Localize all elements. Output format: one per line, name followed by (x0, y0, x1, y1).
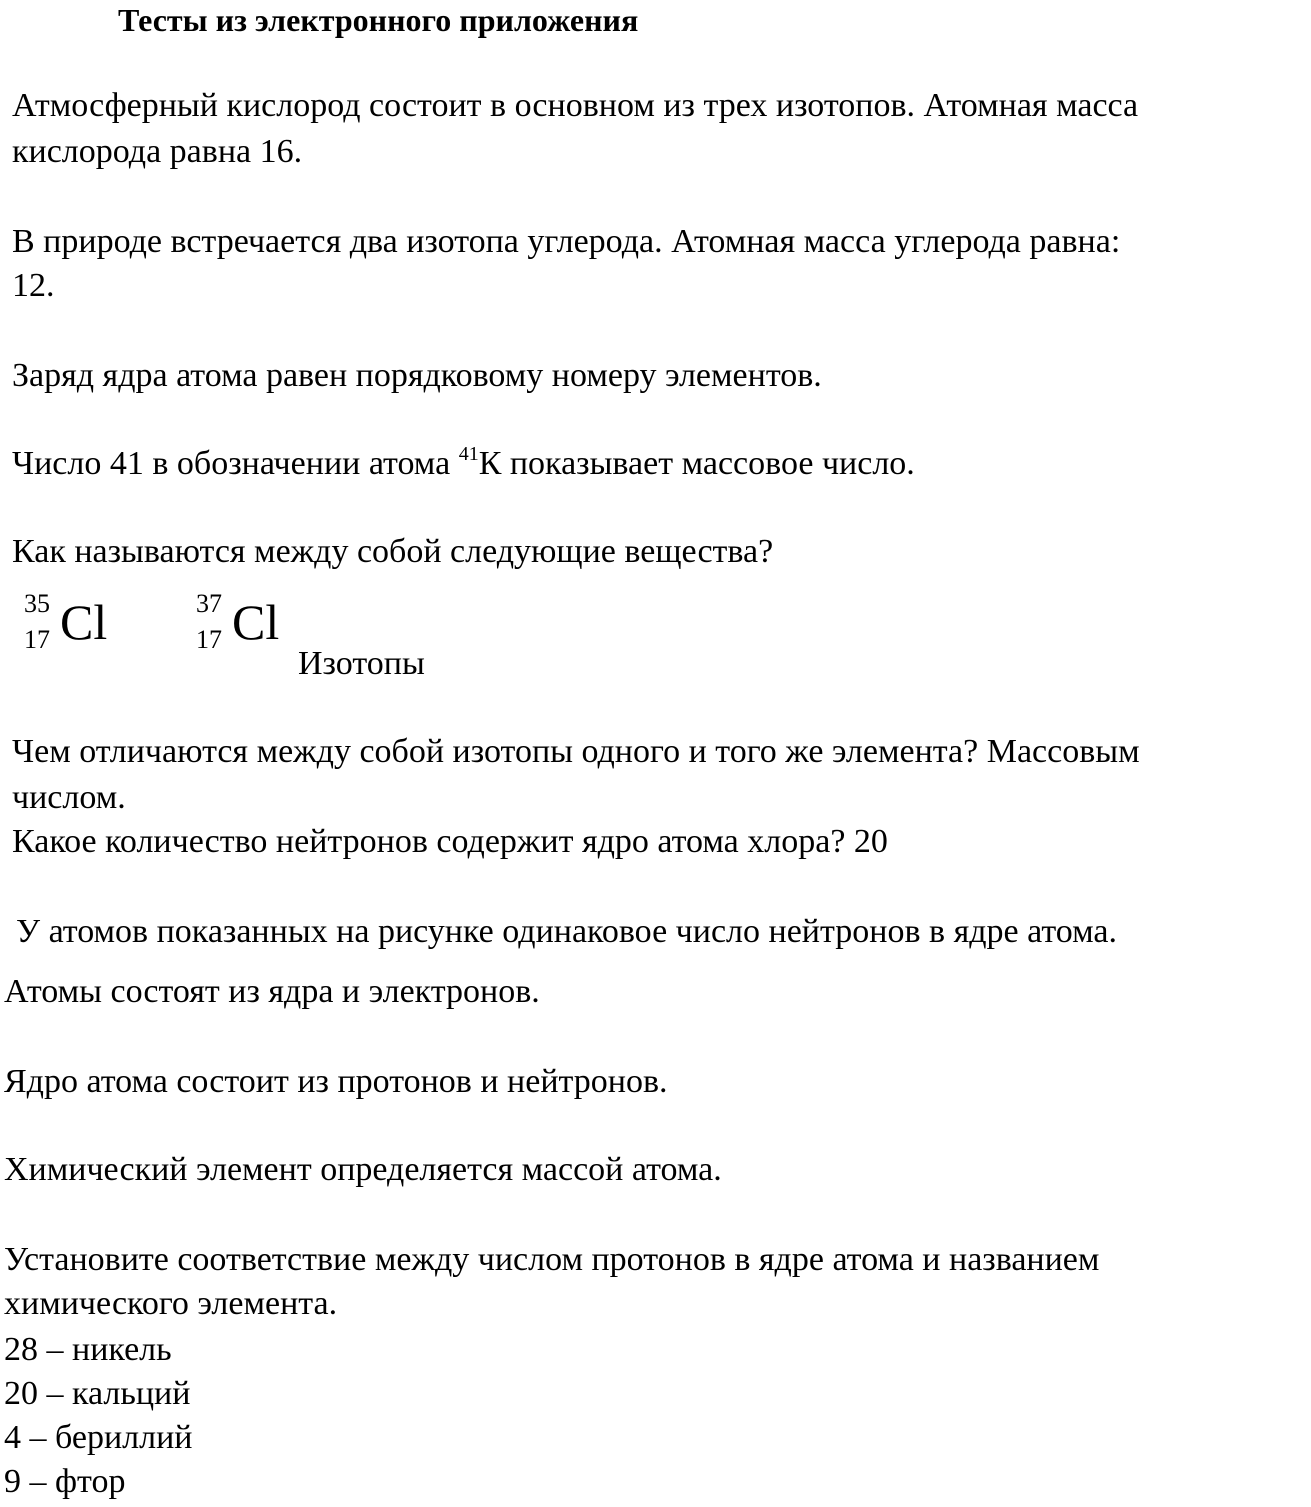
nuclide-atomic-number: 17 (24, 625, 50, 654)
q4-text-after: К показывает массовое число. (478, 445, 915, 482)
nuclide-symbol: Cl (232, 594, 280, 650)
match-item: 28 – никель (4, 1331, 172, 1368)
q5-answer: Изотопы (298, 645, 425, 682)
nuclide-atomic-number: 17 (196, 625, 222, 654)
nuclide-mass-number: 37 (196, 589, 222, 618)
nuclide-mass-number: 35 (24, 589, 50, 618)
q1-line2: кислорода равна 16. (12, 133, 303, 170)
q6-line2: числом. (12, 779, 126, 816)
q3-line1: Заряд ядра атома равен порядковому номеру элементов. (12, 357, 822, 394)
page-title: Тесты из электронного приложения (118, 2, 639, 38)
nuclide-chlorine-37 (196, 589, 306, 664)
q8-line1: У атомов показанных на рисунке одинаковое число нейтронов в ядре атома. (16, 913, 1117, 950)
nuclide-chlorine-35 (24, 589, 134, 664)
match-item: 9 – фтор (4, 1463, 126, 1500)
q4-line (12, 444, 915, 484)
q12-line2: химического элемента. (4, 1285, 338, 1322)
q4-text-before: Число 41 в обозначении атома (12, 445, 459, 482)
q5-question: Как называются между собой следующие вещества? (12, 533, 774, 570)
q2-line1: В природе встречается два изотопа углерода. Атомная масса углерода равна: (12, 223, 1121, 260)
q12-line1: Установите соответствие между числом протонов в ядре атома и названием (4, 1241, 1100, 1278)
nuclide-symbol: Cl (60, 594, 108, 650)
q9-line1: Атомы состоят из ядра и электронов. (4, 973, 540, 1010)
q11-line1: Химический элемент определяется массой атома. (4, 1151, 722, 1188)
q10-line1: Ядро атома состоит из протонов и нейтронов. (4, 1063, 668, 1100)
q4-superscript: 41 (458, 443, 479, 465)
q6-line1: Чем отличаются между собой изотопы одного и того же элемента? Массовым (12, 733, 1140, 770)
match-item: 4 – бериллий (4, 1419, 193, 1456)
q2-line2: 12. (12, 267, 55, 304)
match-item: 20 – кальций (4, 1375, 191, 1412)
q7-line1: Какое количество нейтронов содержит ядро атома хлора? 20 (12, 823, 888, 860)
q1-line1: Атмосферный кислород состоит в основном из трех изотопов. Атомная масса (12, 87, 1139, 124)
